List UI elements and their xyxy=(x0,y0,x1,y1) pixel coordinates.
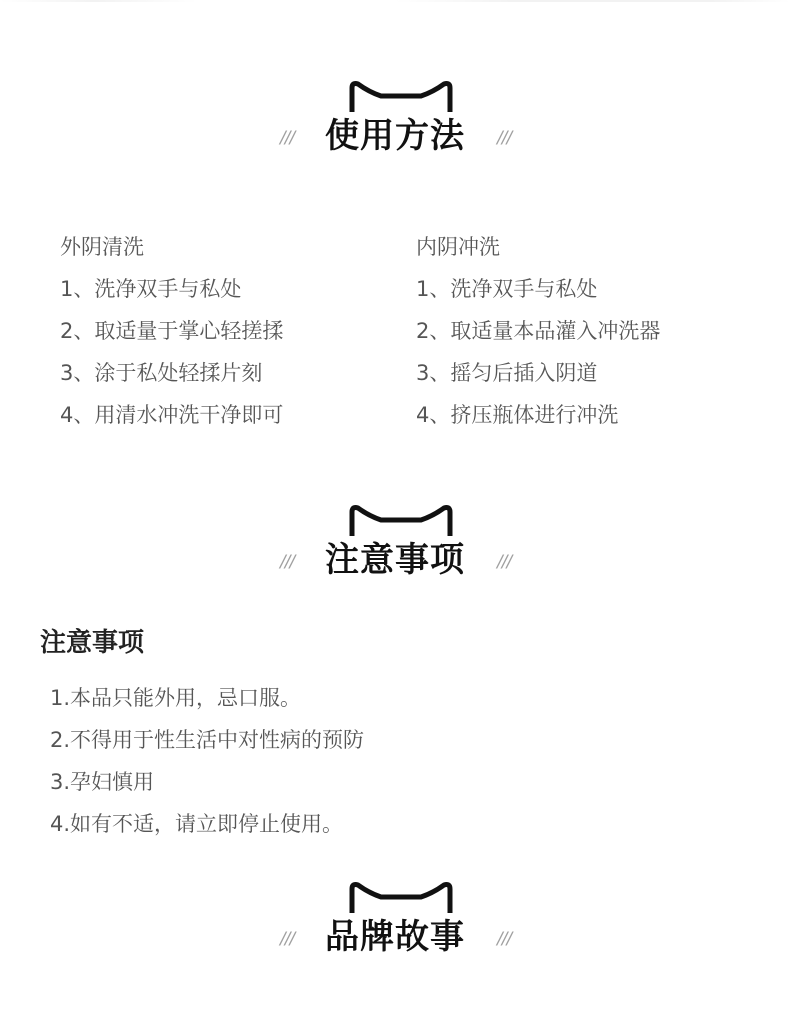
brand-section-title: 品牌故事 xyxy=(325,917,465,957)
note-item: 1.本品只能外用，忌口服。 xyxy=(50,686,302,710)
notes-section-title: 注意事项 xyxy=(325,540,465,580)
external-step: 1、洗净双手与私处 xyxy=(60,277,242,301)
note-item: 2.不得用于性生活中对性病的预防 xyxy=(50,728,365,752)
brand-section-header xyxy=(0,879,790,989)
internal-step: 4、挤压瓶体进行冲洗 xyxy=(416,403,619,427)
usage-section-title: 使用方法 xyxy=(325,116,465,156)
tmall-cat-head-icon xyxy=(347,78,455,114)
left-slash-decoration: /// xyxy=(280,929,295,949)
note-item: 4.如有不适，请立即停止使用。 xyxy=(50,812,344,836)
right-slash-decoration: /// xyxy=(497,128,512,148)
usage-section-header xyxy=(0,78,790,188)
right-slash-decoration: /// xyxy=(497,929,512,949)
top-divider xyxy=(0,0,790,2)
internal-wash-heading: 内阴冲洗 xyxy=(416,235,500,259)
notes-list xyxy=(50,677,364,845)
tmall-cat-head-icon xyxy=(347,879,455,915)
left-slash-decoration: /// xyxy=(280,128,295,148)
left-slash-decoration: /// xyxy=(280,552,295,572)
notes-heading: 注意事项 xyxy=(40,628,145,658)
external-step: 4、用清水冲洗干净即可 xyxy=(60,403,284,427)
right-slash-decoration: /// xyxy=(497,552,512,572)
notes-section-header xyxy=(0,502,790,612)
internal-step: 2、取适量本品灌入冲洗器 xyxy=(416,319,661,343)
internal-wash-column xyxy=(416,226,660,436)
tmall-cat-head-icon xyxy=(347,502,455,538)
internal-step: 3、摇匀后插入阴道 xyxy=(416,361,598,385)
note-item: 3.孕妇慎用 xyxy=(50,770,155,794)
external-wash-heading: 外阴清洗 xyxy=(60,235,144,259)
internal-step: 1、洗净双手与私处 xyxy=(416,277,598,301)
external-step: 2、取适量于掌心轻搓揉 xyxy=(60,319,284,343)
external-step: 3、涂于私处轻揉片刻 xyxy=(60,361,263,385)
external-wash-column xyxy=(60,226,283,436)
